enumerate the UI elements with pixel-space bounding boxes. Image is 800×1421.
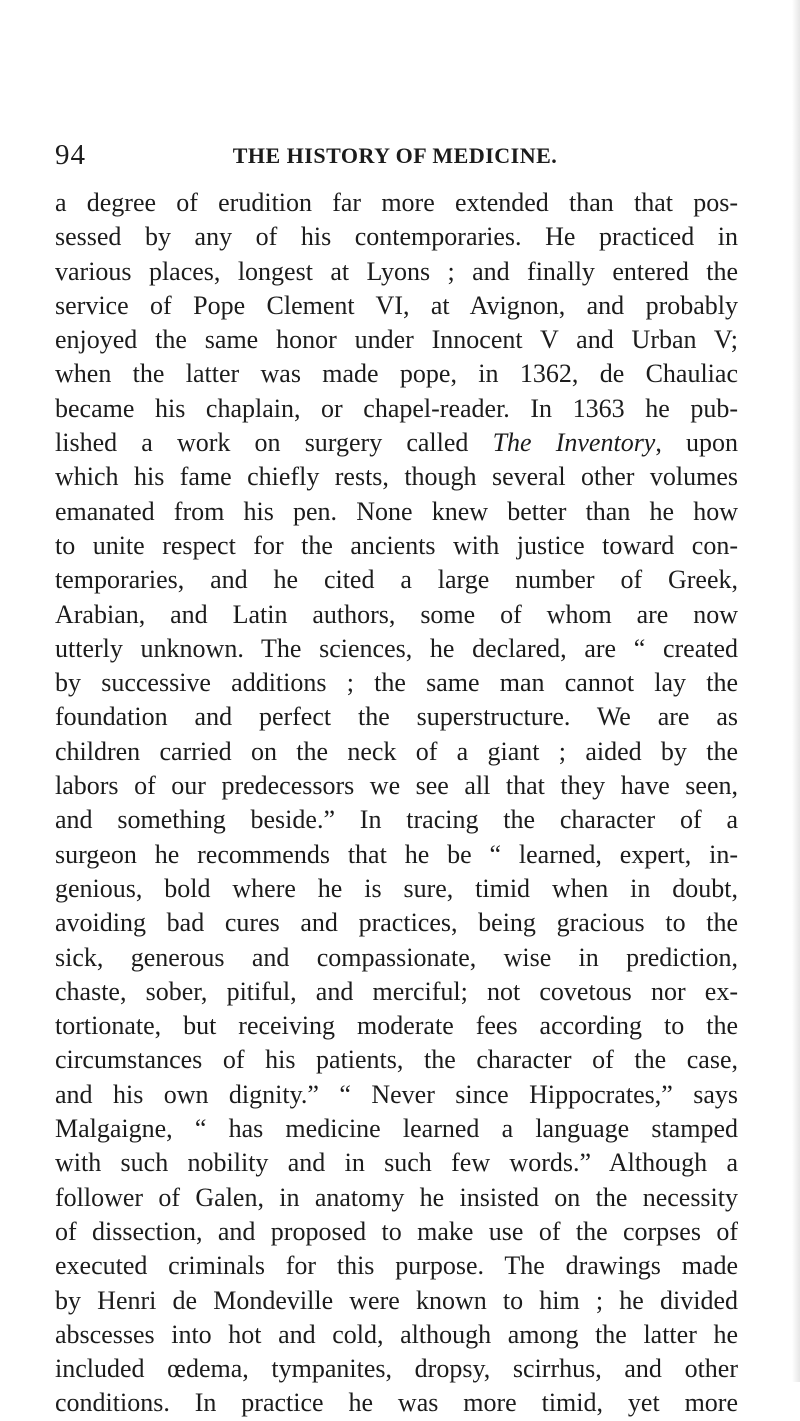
text-line: Malgaigne, “ has medicine learned a language stamped xyxy=(55,1114,738,1144)
text-line: lished a work on surgery called The Inventory, upon xyxy=(55,428,738,458)
body-text xyxy=(55,186,738,1421)
text-line: Arabian, and Latin authors, some of whom are now xyxy=(55,599,738,629)
text-line: utterly unknown. The sciences, he declared, are “ created xyxy=(55,633,738,663)
text-line: conditions. In practice he was more timid, yet more xyxy=(55,1388,738,1418)
text-line: various places, longest at Lyons ; and finally entered the xyxy=(55,256,738,286)
text-line: emanated from his pen. None knew better than he how xyxy=(55,496,738,526)
text-line: circumstances of his patients, the character of the case, xyxy=(55,1045,738,1075)
text-line: of dissection, and proposed to make use of the corpses of xyxy=(55,1216,738,1246)
text-line: abscesses into hot and cold, although among the latter he xyxy=(55,1319,738,1349)
text-line: a degree of erudition far more extended than that pos- xyxy=(55,188,738,217)
text-line: avoiding bad cures and practices, being gracious to the xyxy=(55,908,738,938)
text-line: genious, bold where he is sure, timid when in doubt, xyxy=(55,873,738,903)
page-edge-shadow xyxy=(792,0,800,1382)
text-line: foundation and perfect the superstructure. We are as xyxy=(55,702,738,732)
text-line: follower of Galen, in anatomy he insisted on the necessity xyxy=(55,1182,738,1212)
page-number: 94 xyxy=(55,139,86,171)
text-line: children carried on the neck of a giant ; aided by the xyxy=(55,736,738,766)
book-title: The Inventory xyxy=(492,428,656,458)
text-line: service of Pope Clement VI, at Avignon, and probably xyxy=(55,290,738,320)
text-line: which his fame chiefly rests, though several other volumes xyxy=(55,462,738,492)
text-line: to unite respect for the ancients with justice toward con- xyxy=(55,530,738,560)
text-line: surgeon he recommends that he be “ learned, expert, in- xyxy=(55,839,738,869)
text-line: labors of our predecessors we see all that they have seen, xyxy=(55,771,738,801)
text-line: became his chaplain, or chapel-reader. In 1363 he pub- xyxy=(55,393,738,423)
text-line: executed criminals for this purpose. The drawings made xyxy=(55,1251,738,1281)
text-line: sick, generous and compassionate, wise in prediction, xyxy=(55,942,738,972)
text-line: and his own dignity.” “ Never since Hippocrates,” says xyxy=(55,1079,738,1109)
text-line: by Henri de Mondeville were known to him ; he divided xyxy=(55,1285,738,1315)
text-line: when the latter was made pope, in 1362, de Chauliac xyxy=(55,359,738,389)
text-line: enjoyed the same honor under Innocent V and Urban V; xyxy=(55,325,738,355)
text-line: chaste, sober, pitiful, and merciful; not covetous nor ex- xyxy=(55,976,738,1006)
text-line: sessed by any of his contemporaries. He practiced in xyxy=(55,222,738,252)
text-line: temporaries, and he cited a large number of Greek, xyxy=(55,565,738,595)
page-header xyxy=(55,140,735,170)
text-line: by successive additions ; the same man cannot lay the xyxy=(55,668,738,698)
text-line: and something beside.” In tracing the character of a xyxy=(55,805,738,835)
text-line: included œdema, tympanites, dropsy, scirrhus, and other xyxy=(55,1354,738,1384)
text-line: tortionate, but receiving moderate fees according to the xyxy=(55,1011,738,1041)
text-line: with such nobility and in such few words.” Although a xyxy=(55,1148,738,1178)
running-head: THE HISTORY OF MEDICINE. xyxy=(232,143,558,168)
